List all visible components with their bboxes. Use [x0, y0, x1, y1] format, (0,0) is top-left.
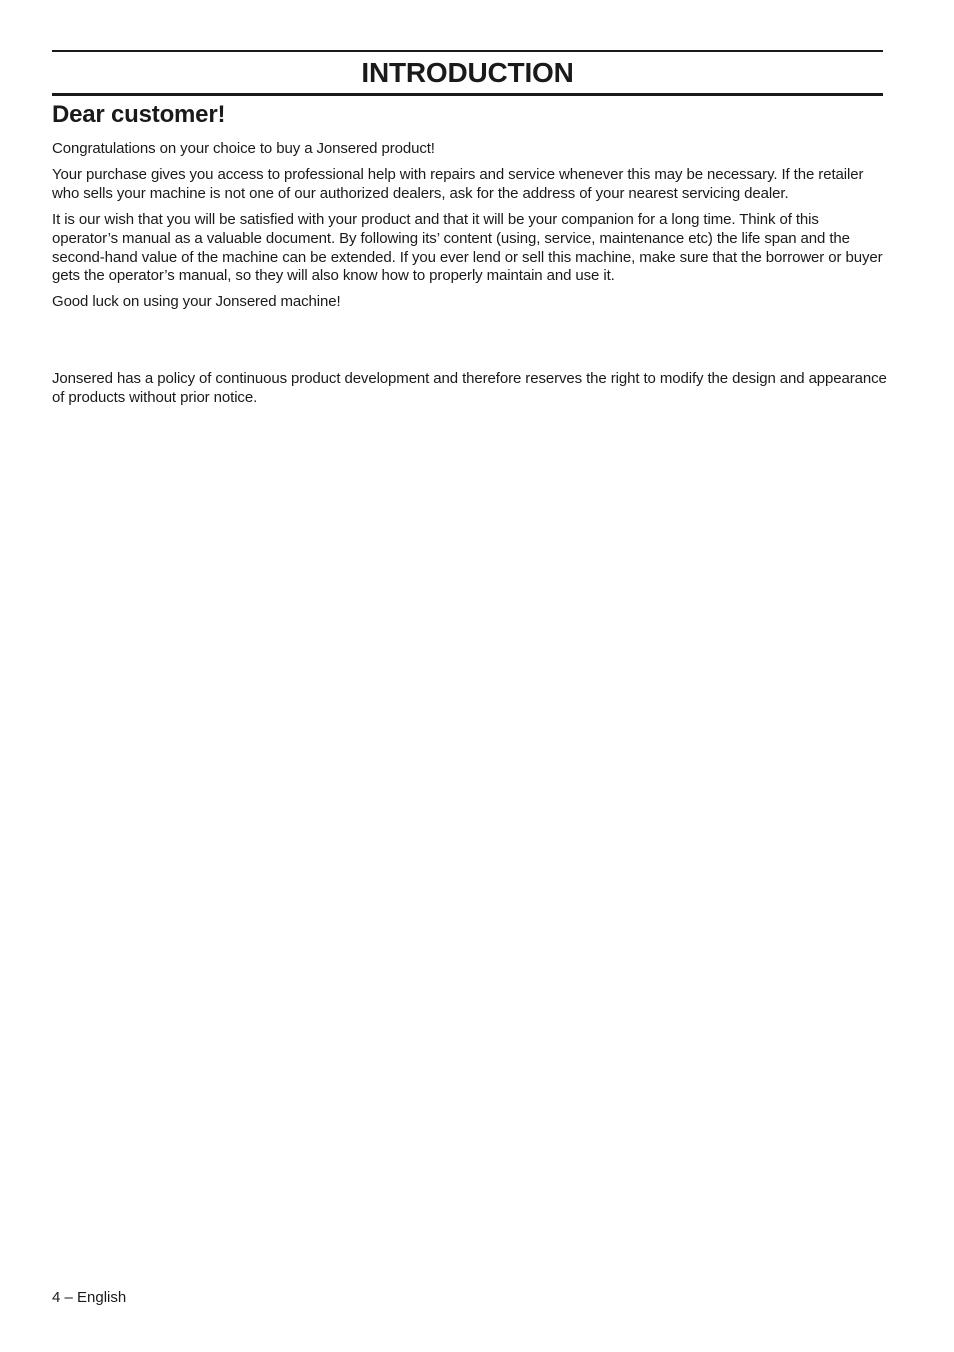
document-page — [52, 0, 887, 1352]
greeting-heading: Dear customer! — [52, 101, 226, 128]
paragraph-service-access: Your purchase gives you access to professional help with repairs and service whenever this may be necessary. If the retailer who sells your machine is not one of our authorized dealers, ask for the address of your nearest servicing dealer. — [52, 166, 864, 202]
paragraph-product-policy: Jonsered has a policy of continuous product development and therefore reserves the right to modify the design and appearance of products without prior notice. — [52, 370, 887, 406]
paragraph-good-luck: Good luck on using your Jonsered machine! — [52, 293, 341, 310]
paragraph-congratulations: Congratulations on your choice to buy a Jonsered product! — [52, 140, 435, 157]
header-rule-bottom — [52, 93, 883, 96]
paragraph-manual-value: It is our wish that you will be satisfied with your product and that it will be your companion for a long time. Think of this operator’s manual as a valuable document. By following its’ content (using, service, maintenance etc) the life span and the second-hand value of the machine can be extended. If you ever lend or sell this machine, make sure that the borrower or buyer gets the operator’s manual, so they will also know how to properly maintain and use it. — [52, 211, 883, 285]
header-rule-top — [52, 50, 883, 52]
page-number-footer: 4 – English — [52, 1289, 127, 1306]
section-title: INTRODUCTION — [361, 57, 574, 88]
